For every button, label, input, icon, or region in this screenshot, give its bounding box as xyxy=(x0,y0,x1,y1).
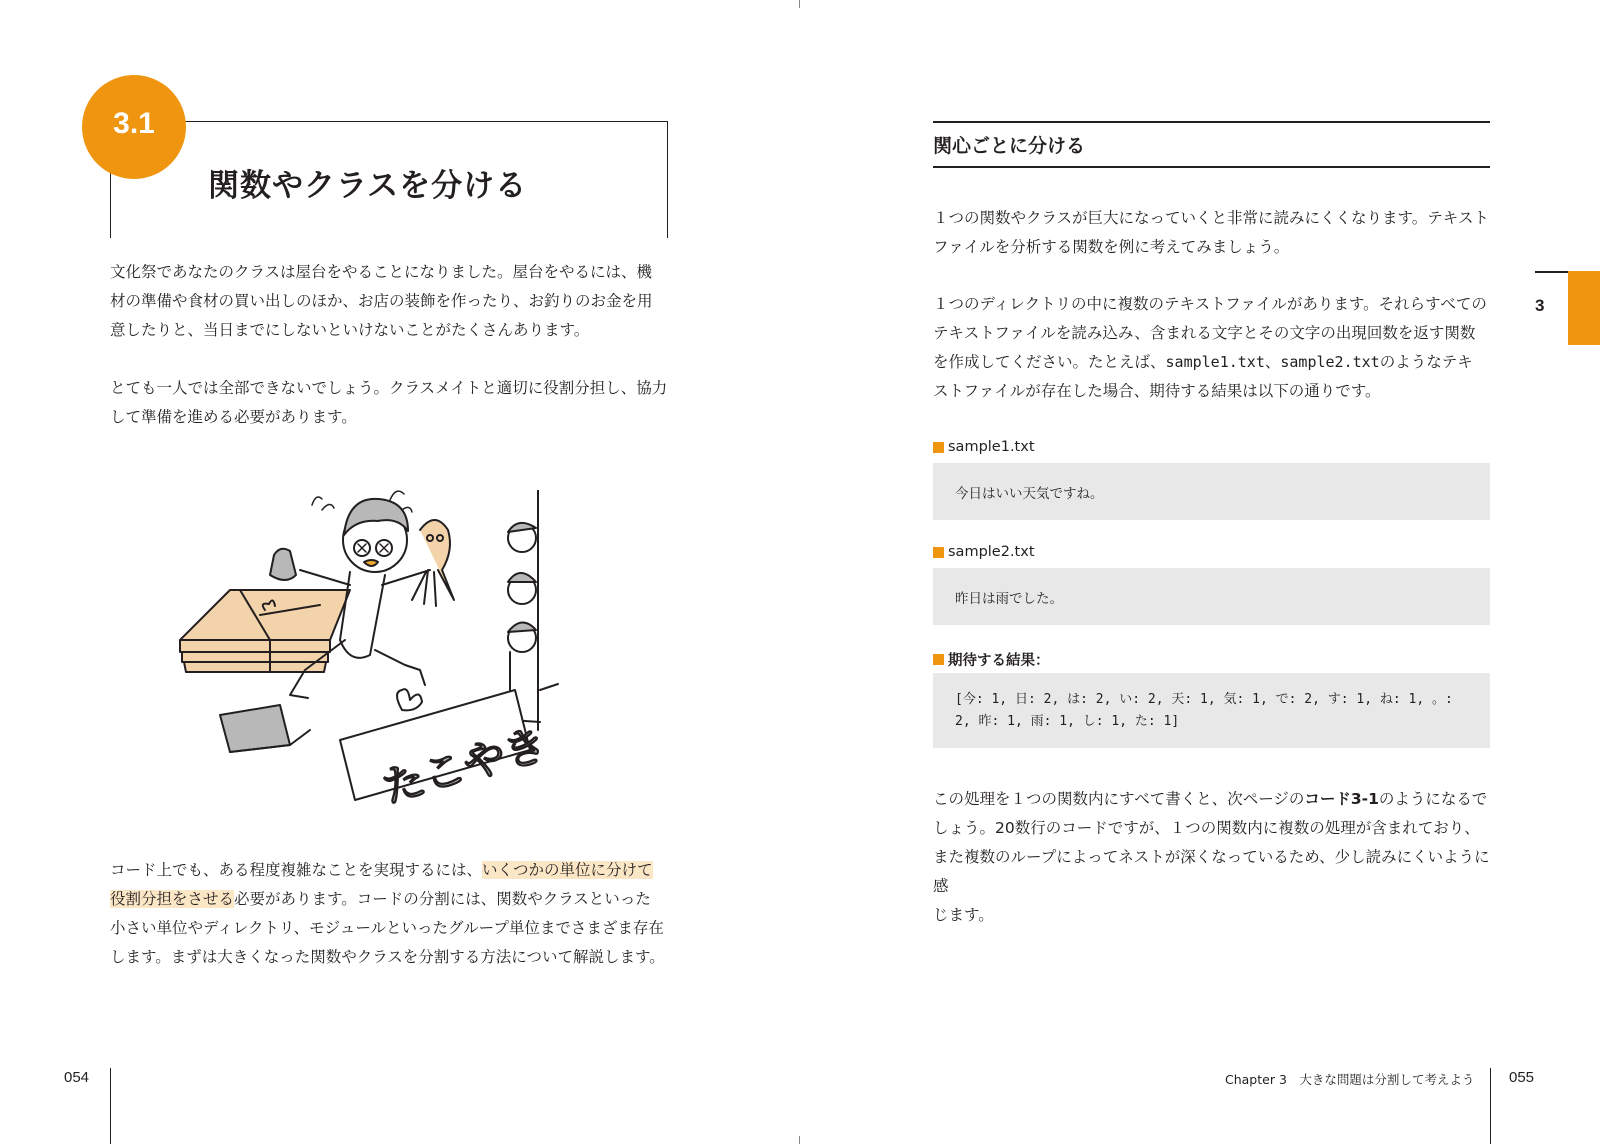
page-number-left: 054 xyxy=(64,1069,90,1086)
festival-stall-illustration xyxy=(170,490,590,840)
text-line: １つの関数やクラスが巨大になっていくと非常に読みにくくなります。テキスト xyxy=(933,209,1489,227)
text-line: ストファイルが存在した場合、期待する結果は以下の通りです。 xyxy=(933,382,1381,400)
expected-result-box xyxy=(933,673,1490,748)
highlighted-text: いくつかの単位に分けて xyxy=(482,861,653,879)
text-line: 材の準備や食材の買い出しのほか、お店の装飾を作ったり、お釣りのお金を用 xyxy=(110,292,653,310)
chapter-tab xyxy=(1568,271,1600,345)
filename-code: sample1.txt xyxy=(1165,353,1265,371)
sample-text: 昨日は雨でした。 xyxy=(955,590,1063,607)
text-line: します。まずは大きくなった関数やクラスを分割する方法について解説します。 xyxy=(110,948,665,966)
footer-rule-left xyxy=(110,1068,111,1144)
text-line xyxy=(110,856,670,885)
sample2-label xyxy=(933,544,1035,560)
subheading-bottom-rule xyxy=(933,166,1490,168)
square-bullet-icon xyxy=(933,442,944,453)
filename-code: sample2.txt xyxy=(1280,353,1380,371)
crop-mark-top xyxy=(799,0,800,8)
sample2-content-box xyxy=(933,568,1490,625)
section-number: 3.1 xyxy=(113,107,155,140)
task-paragraph xyxy=(933,290,1493,406)
cardboard-stack-icon xyxy=(180,590,350,672)
sample-text: 今日はいい天気ですね。 xyxy=(955,485,1104,502)
text-line: 小さい単位やディレクトリ、モジュールといったグループ単位までさまざま存在 xyxy=(110,919,664,937)
code-line: 2, 昨: 1, 雨: 1, し: 1, た: 1] xyxy=(955,713,1180,729)
square-bullet-icon xyxy=(933,547,944,558)
intro-paragraph-right xyxy=(933,204,1493,262)
label-text: sample1.txt xyxy=(948,439,1035,455)
label-text: 期待する結果： xyxy=(948,653,1050,669)
footer-rule-right xyxy=(1490,1068,1491,1144)
code-split-paragraph xyxy=(110,856,670,972)
conclusion-paragraph xyxy=(933,785,1493,930)
square-bullet-icon xyxy=(933,654,944,665)
sample1-content-box xyxy=(933,463,1490,520)
subheading-top-rule xyxy=(933,121,1490,123)
subheading: 関心ごとに分ける xyxy=(933,135,1086,157)
text-line: １つのディレクトリの中に複数のテキストファイルがあります。それらすべての xyxy=(933,295,1487,313)
intro-paragraph xyxy=(110,258,670,345)
teamwork-paragraph xyxy=(110,374,670,432)
footer-chapter-title: Chapter 3 大きな問題は分割して考えよう xyxy=(1225,1072,1475,1087)
text-line: しょう。20数行のコードですが、１つの関数内に複数の処理が含まれており、 xyxy=(933,819,1480,837)
section-number-badge xyxy=(82,75,186,179)
octopus-icon xyxy=(412,520,454,606)
text-line: テキストファイルを読み込み、含まれる文字とその文字の出現回数を返す関数 xyxy=(933,324,1476,342)
text-line xyxy=(933,348,1493,377)
laptop-icon xyxy=(220,705,310,752)
text-line: 文化祭であなたのクラスは屋台をやることになりました。屋台をやるには、機 xyxy=(110,263,653,281)
text-segment: 、 xyxy=(1264,353,1281,371)
text-segment: のようなテキ xyxy=(1379,353,1473,371)
text-segment: コード上でも、ある程度複雑なことを実現するには、 xyxy=(110,861,483,879)
text-line xyxy=(933,785,1493,814)
section-title: 関数やクラスを分ける xyxy=(208,168,528,204)
code-reference: コード3-1 xyxy=(1304,790,1379,808)
code-line: [今: 1, 日: 2, は: 2, い: 2, 天: 1, 気: 1, で: 2, す: 1, ね: 1, 。: xyxy=(955,691,1453,707)
text-line: ファイルを分析する関数を例に考えてみましょう。 xyxy=(933,238,1290,256)
text-segment: この処理を１つの関数内にすべて書くと、次ページの xyxy=(933,790,1305,808)
text-line: 意したりと、当日までにしないといけないことがたくさんあります。 xyxy=(110,321,590,339)
expected-result-label xyxy=(933,649,1050,670)
expected-result-code xyxy=(955,689,1453,733)
banner-text: たこやき xyxy=(377,719,553,813)
text-segment: のようになるで xyxy=(1378,790,1488,808)
bag-icon xyxy=(270,549,296,580)
text-line: して準備を進める必要があります。 xyxy=(110,408,357,426)
label-text: sample2.txt xyxy=(948,544,1035,560)
crop-mark-bottom xyxy=(799,1136,800,1144)
highlighted-text: 役割分担をさせる xyxy=(110,890,235,908)
text-segment: 必要があります。コードの分割には、関数やクラスといった xyxy=(234,890,651,908)
text-line xyxy=(110,885,670,914)
text-line: また複数のループによってネストが深くなっているため、少し読みにくいように感 xyxy=(933,848,1490,895)
sample1-label xyxy=(933,439,1035,455)
text-segment: を作成してください。たとえば、 xyxy=(933,353,1166,371)
text-line: じます。 xyxy=(933,906,994,924)
text-line: とても一人では全部できないでしょう。クラスメイトと適切に役割分担し、協力 xyxy=(110,379,668,397)
page-number-right: 055 xyxy=(1509,1069,1535,1086)
chapter-tab-number: 3 xyxy=(1535,296,1545,315)
